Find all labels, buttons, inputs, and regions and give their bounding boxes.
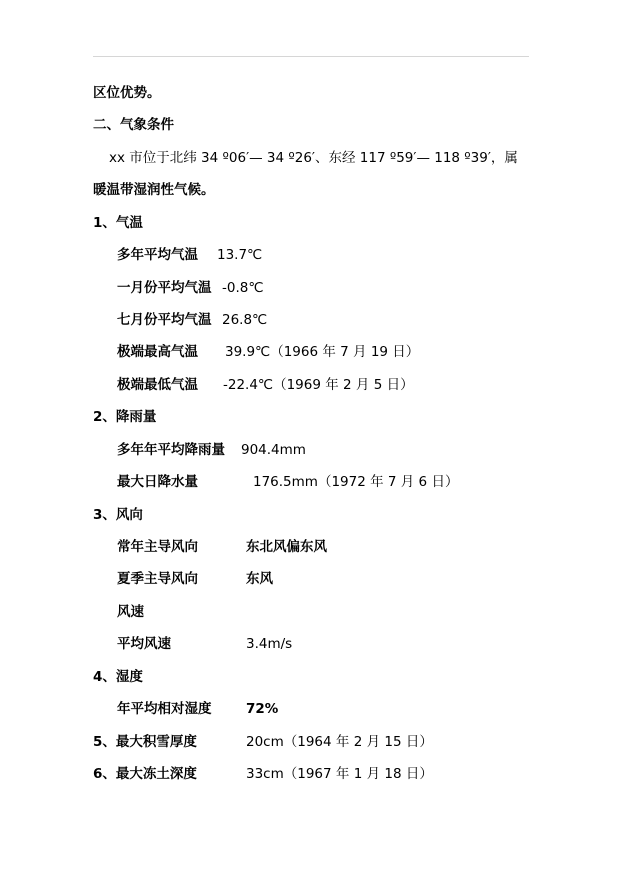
temperature-row-label: 极端最低气温 xyxy=(117,377,198,393)
wind-row-label: 夏季主导风向 xyxy=(117,571,198,587)
temperature-row-value: 13.7℃ xyxy=(217,247,263,263)
heading-humidity: 4、湿度 xyxy=(93,669,143,685)
section-heading-weather: 二、气象条件 xyxy=(93,117,174,133)
wind-row-value: 东风 xyxy=(246,571,273,587)
snow-value: 20cm（1964 年 2 月 15 日） xyxy=(246,734,433,750)
frozen-label: 6、最大冻土深度 xyxy=(93,766,197,782)
wind-avg-label: 平均风速 xyxy=(117,636,171,652)
wind-row-label: 常年主导风向 xyxy=(117,539,198,555)
rainfall-row-label: 多年年平均降雨量 xyxy=(117,442,225,458)
temperature-row-label: 多年平均气温 xyxy=(117,247,198,263)
temperature-row-value: -0.8℃ xyxy=(222,280,264,296)
humidity-value: 72% xyxy=(246,701,279,717)
heading-wind: 3、风向 xyxy=(93,507,143,523)
wind-row-value: 东北风偏东风 xyxy=(246,539,327,555)
rainfall-row-label: 最大日降水量 xyxy=(117,474,198,490)
rainfall-row-value: 904.4mm xyxy=(241,442,306,458)
heading-temperature: 1、气温 xyxy=(93,215,143,231)
wind-speed-label: 风速 xyxy=(117,604,144,620)
temperature-row-label: 一月份平均气温 xyxy=(117,280,212,296)
temperature-row-value: 39.9℃（1966 年 7 月 19 日） xyxy=(225,344,420,360)
header-rule xyxy=(93,56,529,57)
wind-avg-value: 3.4m/s xyxy=(246,636,293,652)
snow-label: 5、最大积雪厚度 xyxy=(93,734,197,750)
location-paragraph-line2: 暖温带湿润性气候。 xyxy=(93,182,215,198)
temperature-row-label: 七月份平均气温 xyxy=(117,312,212,328)
intro-end-text: 区位优势。 xyxy=(93,85,161,101)
heading-rainfall: 2、降雨量 xyxy=(93,409,157,425)
temperature-row-value: 26.8℃ xyxy=(222,312,268,328)
temperature-row-value: -22.4℃（1969 年 2 月 5 日） xyxy=(223,377,414,393)
frozen-value: 33cm（1967 年 1 月 18 日） xyxy=(246,766,433,782)
rainfall-row-value: 176.5mm（1972 年 7 月 6 日） xyxy=(253,474,459,490)
temperature-row-label: 极端最高气温 xyxy=(117,344,198,360)
location-paragraph-line1: xx 市位于北纬 34 º06′— 34 º26′、东经 117 º59′— 118 º39′，属 xyxy=(109,150,518,166)
humidity-label: 年平均相对湿度 xyxy=(117,701,212,717)
